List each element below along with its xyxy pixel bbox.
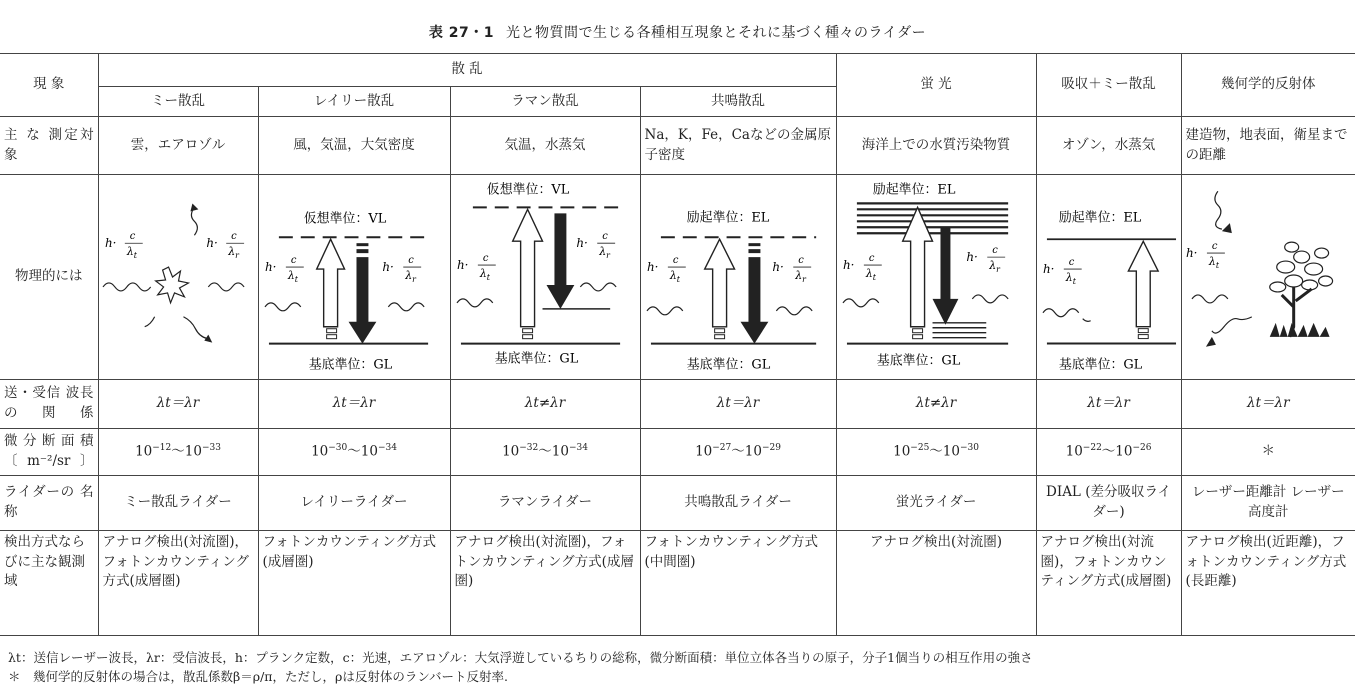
svg-text:λt: $\lambda_t$ [1065,270,1076,286]
svg-text:h·: h· [205,235,218,250]
footnotes [8,648,1033,687]
svg-text:h·: h· [381,259,394,274]
cross-section-cell: $10^{-27}$〜$10^{-29}$ [640,429,836,476]
svg-text:励起準位：EL: 励起準位：EL [1058,209,1141,225]
footnote-asterisk: ＊ 幾何学的反射体の場合は，散乱係数β＝ρ/π，ただし，ρは反射体のランバート反射率. [8,669,508,685]
footnote-symbols: λt：送信レーザー波長，λr：受信波長，h：プランク定数，c：光速，エアロゾル：大気浮遊しているちりの総称，微分断面積：単位立体各当りの原子，分子1個当りの相互作用の強さ [8,650,1033,665]
svg-text:λt: $\lambda_t$ [126,244,137,260]
wavelength-cell: λt＝λr [1181,380,1355,429]
svg-text:h·: h· [842,257,855,272]
svg-text:h·: h· [771,259,784,274]
svg-text:基底準位：GL: 基底準位：GL [686,357,770,373]
detection-cell: フォトンカウンティング方式(中間圏) [640,531,836,636]
lidar-name-cell: ミー散乱ライダー [98,476,258,531]
mie-scattering-diagram [99,177,258,378]
fluorescence-diagram [837,177,1036,378]
table-caption [0,22,1355,42]
cross-section-cell: $10^{-25}$〜$10^{-30}$ [836,429,1036,476]
cross-section-cell: $10^{-30}$〜$10^{-34}$ [258,429,450,476]
svg-text:基底準位：GL: 基底準位：GL [876,353,960,369]
detection-cell: アナログ検出(対流圏)，フォトンカウンティング方式(成層圏) [98,531,258,636]
row-label-targets: 主 な 測定対象 [0,117,98,175]
svg-text:λr: $\lambda_r$ [404,268,416,284]
svg-text:λt: $\lambda_t$ [669,268,680,284]
svg-text:c: c [868,252,874,264]
svg-text:c: c [290,254,296,266]
svg-text:基底準位：GL: 基底準位：GL [494,351,578,367]
svg-text:c: c [601,230,608,242]
svg-text:h·: h· [1185,245,1198,260]
svg-text:仮想準位：VL: 仮想準位：VL [303,210,386,226]
detection-cell: アナログ検出(対流圏)，フォトンカウンティング方式(成層圏) [450,531,640,636]
svg-text:h·: h· [646,259,658,274]
detection-cell: アナログ検出(対流圏) [836,531,1036,636]
svg-text:λt: $\lambda_t$ [1208,254,1219,270]
resonance-scattering-diagram [641,177,836,378]
svg-text:λt: $\lambda_t$ [287,268,298,284]
caption-text: 光と物質間で生じる各種相互現象とそれに基づく種々のライダー [506,25,927,41]
tree-icon [1269,242,1332,292]
detection-cell: アナログ検出(対流圏)，フォトンカウンティング方式(成層圏) [1036,531,1181,636]
svg-text:λr: $\lambda_r$ [794,268,806,284]
svg-text:c: c [1068,256,1074,268]
header-scattering: 散 乱 [98,54,836,87]
cross-section-cell: $10^{-22}$〜$10^{-26}$ [1036,429,1181,476]
absorption-diagram [1037,177,1181,378]
target-cell: 風，気温，大気密度 [258,117,450,175]
header-col-3: ラマン散乱 [450,87,640,117]
target-cell: オゾン，水蒸気 [1036,117,1181,175]
svg-text:h·: h· [1042,261,1054,276]
wavelength-cell: λt＝λr [1036,380,1181,429]
lidar-table [0,53,1355,636]
svg-text:c: c [1211,240,1218,252]
wavelength-cell: λt≠λr [836,380,1036,429]
lidar-name-cell: レーザー距離計 レーザー高度計 [1181,476,1355,531]
header-col-7: 幾何学的反射体 [1181,54,1355,117]
wavelength-cell: λt＝λr [640,380,836,429]
row-label-physical: 物理的には [0,175,98,380]
header-col-2: レイリー散乱 [258,87,450,117]
target-cell: 気温，水蒸気 [450,117,640,175]
svg-text:λr: $\lambda_r$ [227,244,239,260]
header-col-5: 蛍 光 [836,54,1036,117]
rayleigh-scattering-diagram [259,177,450,378]
lidar-name-cell: DIAL (差分吸収ライダー) [1036,476,1181,531]
target-cell: 海洋上での水質汚染物質 [836,117,1036,175]
target-cell: 雲，エアロゾル [98,117,258,175]
target-cell: 建造物，地表面，衛星までの距離 [1181,117,1355,175]
header-col-1: ミー散乱 [98,87,258,117]
lidar-name-cell: ラマンライダー [450,476,640,531]
cross-section-cell: $10^{-12}$〜$10^{-33}$ [98,429,258,476]
wavelength-cell: λt＝λr [258,380,450,429]
svg-text:c: c [797,254,804,266]
svg-text:h·: h· [264,259,276,274]
svg-text:h·: h· [575,235,588,250]
svg-text:λt: $\lambda_t$ [479,266,490,282]
svg-text:λt: $\lambda_t$ [865,266,876,282]
row-label-lidar-name: ライダーの 名 称 [0,476,98,531]
target-cell: Na，K，Fe，Caなどの金属原子密度 [640,117,836,175]
detection-cell: アナログ検出(近距離)，フォトンカウンティング方式(長距離) [1181,531,1355,636]
geometric-reflector-diagram [1182,177,1355,378]
svg-text:励起準位：EL: 励起準位：EL [872,181,955,197]
wavelength-cell: λt≠λr [450,380,640,429]
row-label-cross-section: 微分断面積 〔m⁻²/sr〕 [0,429,98,476]
header-col-4: 共鳴散乱 [640,87,836,117]
svg-text:h·: h· [456,257,468,272]
lidar-name-cell: 共鳴散乱ライダー [640,476,836,531]
svg-text:仮想準位：VL: 仮想準位：VL [486,181,569,197]
caption-number: 表 27・1 [428,25,494,41]
header-col-6: 吸収＋ミー散乱 [1036,54,1181,117]
svg-text:h·: h· [965,249,978,264]
svg-text:c: c [230,230,237,242]
header-phenomenon: 現 象 [0,54,98,117]
detection-cell: フォトンカウンティング方式(成層圏) [258,531,450,636]
cross-section-cell: $10^{-32}$〜$10^{-34}$ [450,429,640,476]
svg-text:基底準位：GL: 基底準位：GL [1058,356,1142,372]
lidar-name-cell: レイリーライダー [258,476,450,531]
svg-text:励起準位：EL: 励起準位：EL [686,209,769,225]
cross-section-asterisk: ＊ [1181,429,1355,476]
svg-text:基底準位：GL: 基底準位：GL [308,357,392,373]
row-label-detection: 検出方式ならびに主な観測域 [0,531,98,636]
svg-text:c: c [407,254,414,266]
svg-text:c: c [991,244,998,256]
svg-text:λr: $\lambda_r$ [988,258,1000,274]
svg-text:c: c [129,230,135,242]
photon-label: h· [104,235,116,250]
row-label-wavelength: 送・受信 波長の関係 [0,380,98,429]
raman-scattering-diagram [451,177,640,378]
svg-text:λr: $\lambda_r$ [598,244,610,260]
svg-text:c: c [672,254,678,266]
svg-text:c: c [482,252,488,264]
wavelength-cell: λt＝λr [98,380,258,429]
lidar-name-cell: 蛍光ライダー [836,476,1036,531]
